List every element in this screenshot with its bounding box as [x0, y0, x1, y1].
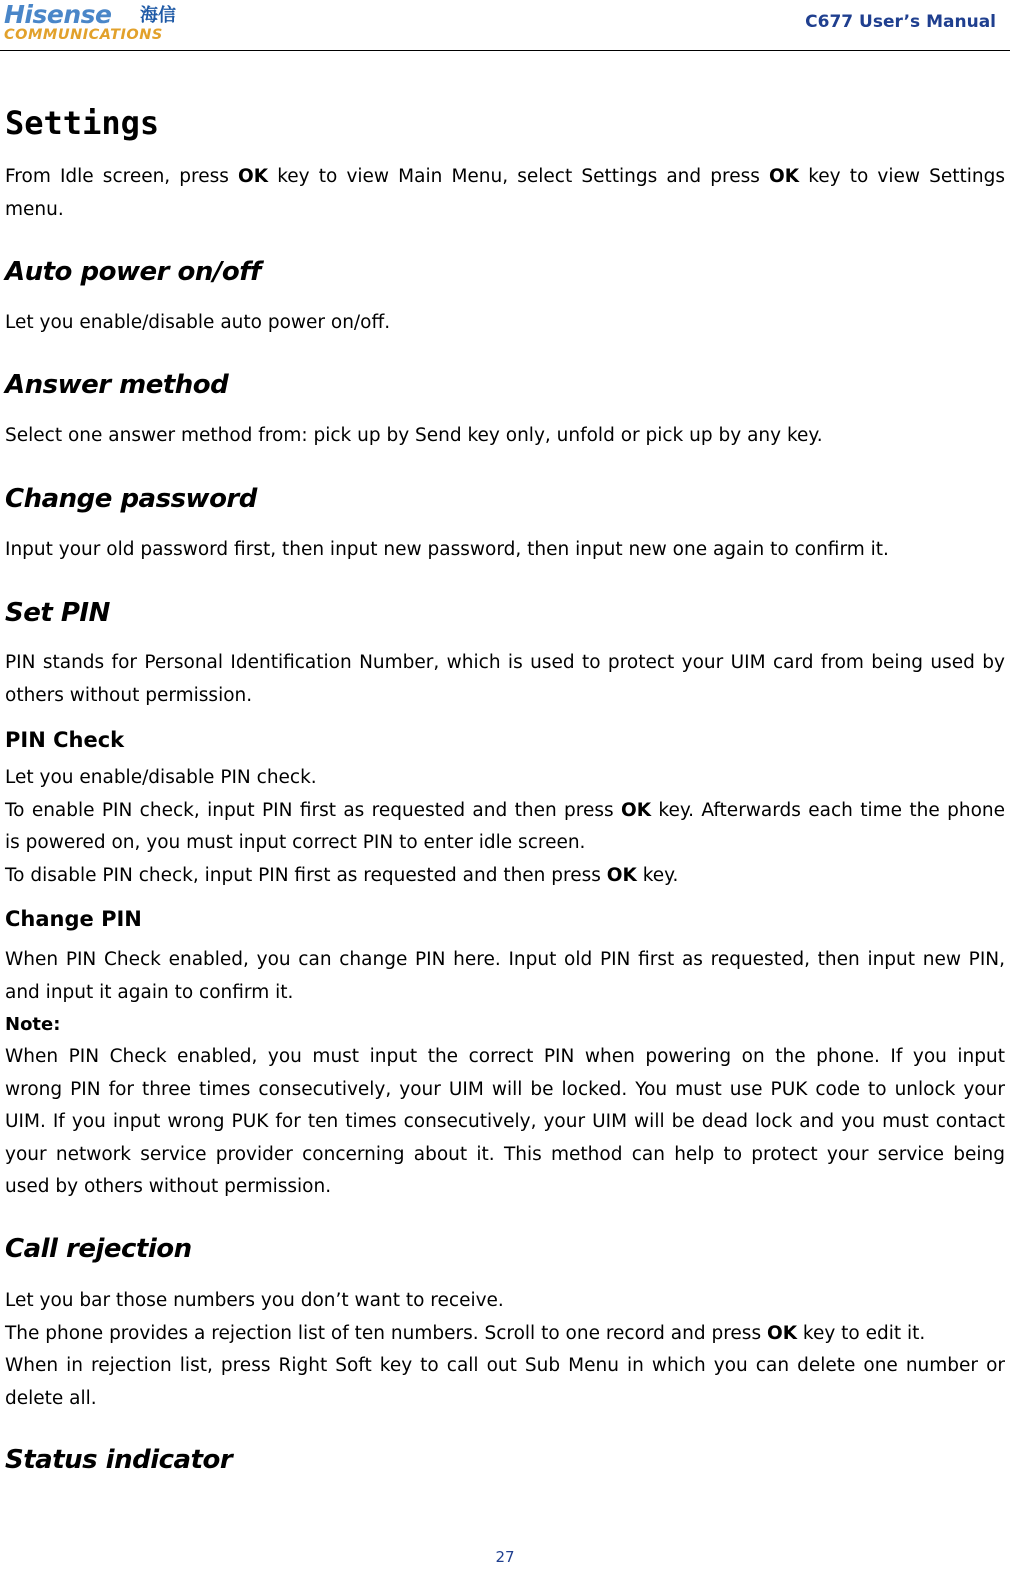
- text-line: wrong PIN for three times consecutively, your UIM will be locked. You must use PUK code to unlock your: [5, 1078, 1005, 1100]
- text-line: menu.: [5, 198, 64, 220]
- change-password-text: Input your old password first, then input new password, then input new one again to confirm it.: [5, 539, 889, 560]
- auto-power-text: Let you enable/disable auto power on/off.: [5, 312, 391, 333]
- set-pin-heading: Set PIN: [5, 598, 110, 628]
- logo-wordmark: Hisense: [4, 0, 112, 29]
- settings-paragraph: [5, 161, 1005, 226]
- call-rejection-text: [5, 1285, 1005, 1415]
- note-label: Note:: [5, 1014, 61, 1035]
- text-line: When PIN Check enabled, you can change PIN here. Input old PIN first as requested, then input new PIN,: [5, 949, 1005, 970]
- change-password-heading: Change password: [5, 484, 257, 514]
- text-line: The phone provides a rejection list of ten numbers. Scroll to one record and press OK key to edit it.: [5, 1322, 926, 1344]
- page-header: [0, 0, 1010, 51]
- call-rejection-heading: Call rejection: [5, 1234, 192, 1264]
- text-line: delete all.: [5, 1387, 97, 1409]
- auto-power-heading: Auto power on/off: [5, 257, 261, 287]
- document-title: C677 User’s Manual: [805, 12, 996, 32]
- hisense-logo: [4, 2, 194, 46]
- text-line: Let you bar those numbers you don’t want to receive.: [5, 1290, 504, 1311]
- text-line: others without permission.: [5, 684, 253, 706]
- text-line: To enable PIN check, input PIN first as requested and then press OK key. Afterwards each time the phone: [5, 799, 1005, 821]
- pin-check-heading: PIN Check: [5, 728, 125, 752]
- pin-check-text: [5, 762, 1005, 892]
- status-indicator-heading: Status indicator: [5, 1445, 233, 1475]
- change-pin-text: [5, 944, 1005, 1009]
- logo-subtitle: COMMUNICATIONS: [4, 27, 163, 43]
- text-line: UIM. If you input wrong PUK for ten times consecutively, your UIM will be dead lock and you must contact: [5, 1111, 1005, 1132]
- answer-method-text: Select one answer method from: pick up by Send key only, unfold or pick up by any key.: [5, 425, 823, 446]
- text-line: is powered on, you must input correct PIN to enter idle screen.: [5, 832, 586, 853]
- text-line: When in rejection list, press Right Soft key to call out Sub Menu in which you can delete one number or: [5, 1355, 1005, 1376]
- text-line: and input it again to confirm it.: [5, 981, 294, 1003]
- text-line: Let you enable/disable PIN check.: [5, 767, 317, 788]
- answer-method-heading: Answer method: [5, 370, 229, 400]
- text-line: used by others without permission.: [5, 1176, 332, 1197]
- note-text: [5, 1041, 1005, 1204]
- text-line: From Idle screen, press OK key to view Main Menu, select Settings and press OK key to view Settings: [5, 166, 1006, 187]
- text-line: PIN stands for Personal Identification Number, which is used to protect your UIM card from being used by: [5, 652, 1005, 673]
- settings-heading: Settings: [5, 104, 160, 142]
- text-line: When PIN Check enabled, you must input the correct PIN when powering on the phone. If you input: [5, 1046, 1005, 1067]
- text-line: To disable PIN check, input PIN first as requested and then press OK key.: [5, 864, 679, 886]
- text-line: your network service provider concerning about it. This method can help to protect your service being: [5, 1143, 1005, 1165]
- logo-chinese: 海信: [140, 5, 176, 26]
- page-number: 27: [495, 1548, 515, 1566]
- set-pin-text: [5, 647, 1005, 712]
- change-pin-heading: Change PIN: [5, 907, 142, 931]
